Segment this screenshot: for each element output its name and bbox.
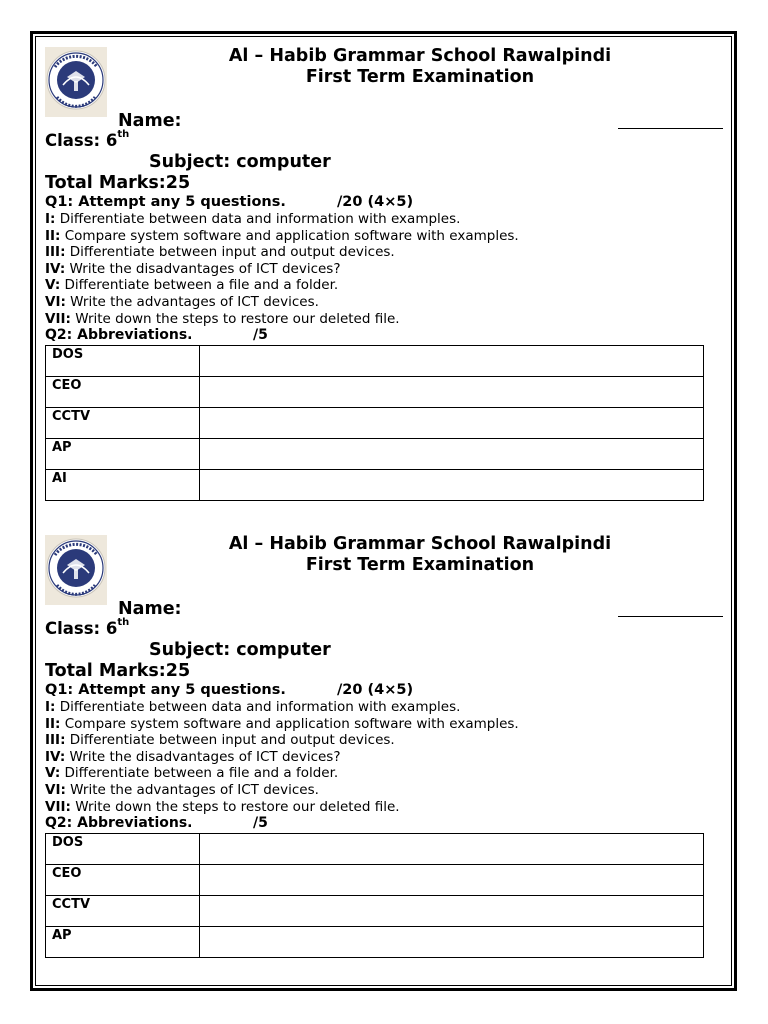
answer-cell[interactable] (200, 346, 704, 377)
question-item (45, 244, 519, 261)
question-number: VII: (45, 310, 71, 327)
answer-cell[interactable] (200, 377, 704, 408)
q1-score: /20 (4×5) (337, 194, 414, 210)
question-number: VI: (45, 781, 66, 798)
question-text: Write the advantages of ICT devices. (65, 781, 319, 798)
q2-heading-text: Q2: Abbreviations. (45, 327, 193, 343)
question-text: Write the disadvantages of ICT devices? (65, 260, 341, 277)
q2-heading (45, 327, 268, 343)
q2-heading-text: Q2: Abbreviations. (45, 815, 193, 831)
question-text: Compare system software and application software with examples. (60, 227, 519, 244)
abbreviation-term: CCTV (46, 408, 200, 439)
school-name: Al – Habib Grammar School Rawalpindi (228, 534, 612, 554)
question-item (45, 277, 519, 294)
abbreviation-term: AP (46, 439, 200, 470)
question-item (45, 765, 519, 782)
question-text: Differentiate between input and output devices. (65, 244, 395, 261)
q2-heading (45, 815, 268, 831)
question-item (45, 732, 519, 749)
question-text: Differentiate between a file and a folder. (60, 765, 339, 782)
question-item (45, 716, 519, 733)
subject-label: Subject: computer (149, 640, 331, 660)
abbreviation-term: DOS (46, 834, 200, 865)
table-row (46, 927, 704, 958)
total-marks: Total Marks:25 (45, 173, 191, 193)
q1-heading (45, 682, 414, 698)
table-row (46, 896, 704, 927)
q2-score: /5 (253, 327, 268, 343)
question-item (45, 749, 519, 766)
table-row (46, 439, 704, 470)
answer-cell[interactable] (200, 896, 704, 927)
exam-title: First Term Examination (305, 67, 535, 87)
abbreviation-term: CEO (46, 865, 200, 896)
name-label: Name: (118, 111, 182, 131)
question-text: Compare system software and application software with examples. (60, 715, 519, 732)
class-text: Class: 6 (45, 131, 118, 150)
abbreviation-term: DOS (46, 346, 200, 377)
class-text: Class: 6 (45, 619, 118, 638)
abbreviation-term: AI (46, 470, 200, 501)
q1-heading (45, 194, 414, 210)
question-number: IV: (45, 748, 66, 765)
name-blank-line (618, 616, 723, 617)
question-number: IV: (45, 260, 66, 277)
table-row (46, 865, 704, 896)
abbreviation-term: CCTV (46, 896, 200, 927)
question-text: Write the advantages of ICT devices. (65, 293, 319, 310)
question-number: V: (45, 765, 61, 782)
school-name: Al – Habib Grammar School Rawalpindi (228, 46, 612, 66)
school-crest-icon (45, 535, 107, 605)
question-number: II: (45, 227, 61, 244)
name-label: Name: (118, 599, 182, 619)
answer-cell[interactable] (200, 834, 704, 865)
total-marks: Total Marks:25 (45, 661, 191, 681)
question-text: Differentiate between data and information with examples. (55, 699, 461, 715)
question-number: V: (45, 277, 61, 294)
abbreviation-term: AP (46, 927, 200, 958)
table-row (46, 408, 704, 439)
class-suffix: th (117, 129, 130, 140)
class-suffix: th (117, 617, 130, 628)
answer-cell[interactable] (200, 927, 704, 958)
answer-cell[interactable] (200, 865, 704, 896)
question-number: I: (45, 211, 56, 227)
question-text: Write down the steps to restore our deleted file. (70, 798, 400, 815)
question-item (45, 294, 519, 311)
abbreviations-table (45, 345, 704, 501)
question-item (45, 311, 519, 328)
table-row (46, 346, 704, 377)
abbreviations-table (45, 833, 704, 958)
table-row (46, 834, 704, 865)
question-number: III: (45, 732, 66, 749)
question-number: I: (45, 699, 56, 715)
question-number: VII: (45, 798, 71, 815)
q1-heading-text: Q1: Attempt any 5 questions. (45, 682, 286, 698)
question-item (45, 782, 519, 799)
abbreviation-term: CEO (46, 377, 200, 408)
question-list (45, 211, 519, 327)
exam-sheet-2 (0, 488, 768, 958)
name-blank-line (618, 128, 723, 129)
answer-cell[interactable] (200, 439, 704, 470)
question-number: VI: (45, 293, 66, 310)
subject-label: Subject: computer (149, 152, 331, 172)
q2-score: /5 (253, 815, 268, 831)
school-crest-icon (45, 47, 107, 117)
class-label (45, 131, 129, 150)
question-text: Write down the steps to restore our deleted file. (70, 310, 400, 327)
table-row (46, 377, 704, 408)
question-number: III: (45, 244, 66, 261)
question-item (45, 699, 519, 716)
exam-sheet-1 (0, 0, 768, 486)
exam-title: First Term Examination (305, 555, 535, 575)
answer-cell[interactable] (200, 408, 704, 439)
question-number: II: (45, 715, 61, 732)
question-text: Differentiate between data and information with examples. (55, 211, 461, 227)
question-text: Write the disadvantages of ICT devices? (65, 748, 341, 765)
question-item (45, 211, 519, 228)
q1-score: /20 (4×5) (337, 682, 414, 698)
class-label (45, 619, 129, 638)
question-list (45, 699, 519, 815)
question-text: Differentiate between input and output devices. (65, 732, 395, 749)
question-text: Differentiate between a file and a folder. (60, 277, 339, 294)
question-item (45, 228, 519, 245)
question-item (45, 261, 519, 278)
q1-heading-text: Q1: Attempt any 5 questions. (45, 194, 286, 210)
question-item (45, 799, 519, 816)
